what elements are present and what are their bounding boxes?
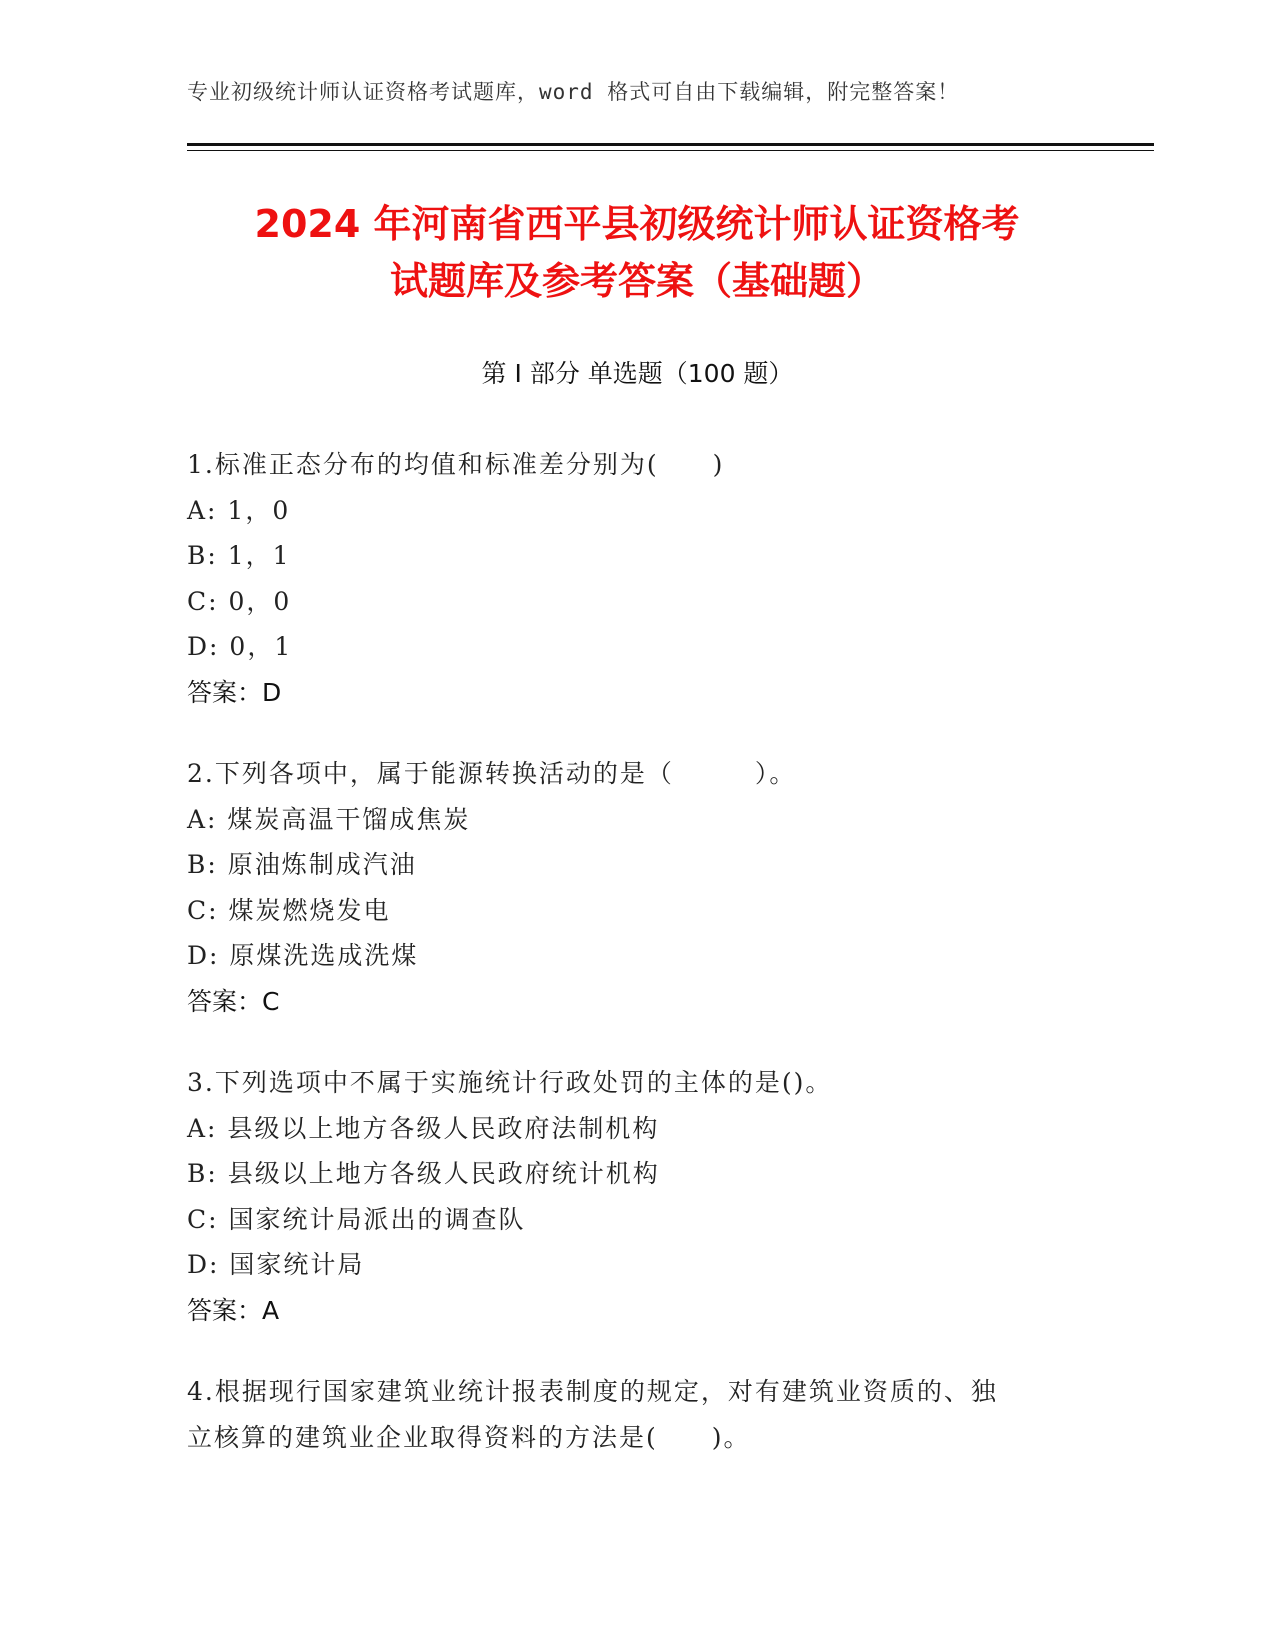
question-3 [187,1060,1087,1333]
question-1 [187,442,1087,715]
option-d: D: 原煤洗选成洗煤 [187,941,419,970]
question-stem-line-1: 4.根据现行国家建筑业统计报表制度的规定，对有建筑业资质的、独 [187,1377,998,1406]
answer-label: 答案：A [187,1295,280,1325]
question-list [187,442,1087,1496]
answer-label: 答案：C [187,986,280,1016]
header-rule-thick [187,143,1154,146]
header-rule-thin [187,150,1154,151]
title-line-1: 2024 年河南省西平县初级统计师认证资格考 [254,202,1020,246]
option-b: B: 原油炼制成汽油 [187,850,417,879]
question-stem: 2.下列各项中，属于能源转换活动的是（ ）。 [187,759,797,788]
option-c: C: 0，0 [187,586,292,616]
option-b: B: 1，1 [187,541,291,570]
option-b: B: 县级以上地方各级人民政府统计机构 [187,1159,660,1188]
option-d: D: 国家统计局 [187,1250,365,1279]
question-stem: 3.下列选项中不属于实施统计行政处罚的主体的是()。 [187,1068,833,1097]
question-2 [187,751,1087,1024]
question-stem-line-2: 立核算的建筑业企业取得资料的方法是( )。 [187,1422,751,1452]
option-c: C: 煤炭燃烧发电 [187,895,391,925]
option-c: C: 国家统计局派出的调查队 [187,1204,526,1234]
section-heading: 第 I 部分 单选题（100 题） [481,359,794,388]
document-title [187,196,1087,310]
option-d: D: 0，1 [187,632,293,661]
title-line-2: 试题库及参考答案（基础题） [389,259,884,303]
answer-label: 答案：D [187,677,282,707]
header-note: 专业初级统计师认证资格考试题库，word 格式可自由下载编辑，附完整答案！ [187,80,960,104]
question-stem: 1.标准正态分布的均值和标准差分别为( ) [187,450,725,479]
question-4 [187,1369,1087,1460]
option-a: A: 1，0 [187,495,291,525]
option-a: A: 县级以上地方各级人民政府法制机构 [187,1113,660,1143]
option-a: A: 煤炭高温干馏成焦炭 [187,804,471,834]
